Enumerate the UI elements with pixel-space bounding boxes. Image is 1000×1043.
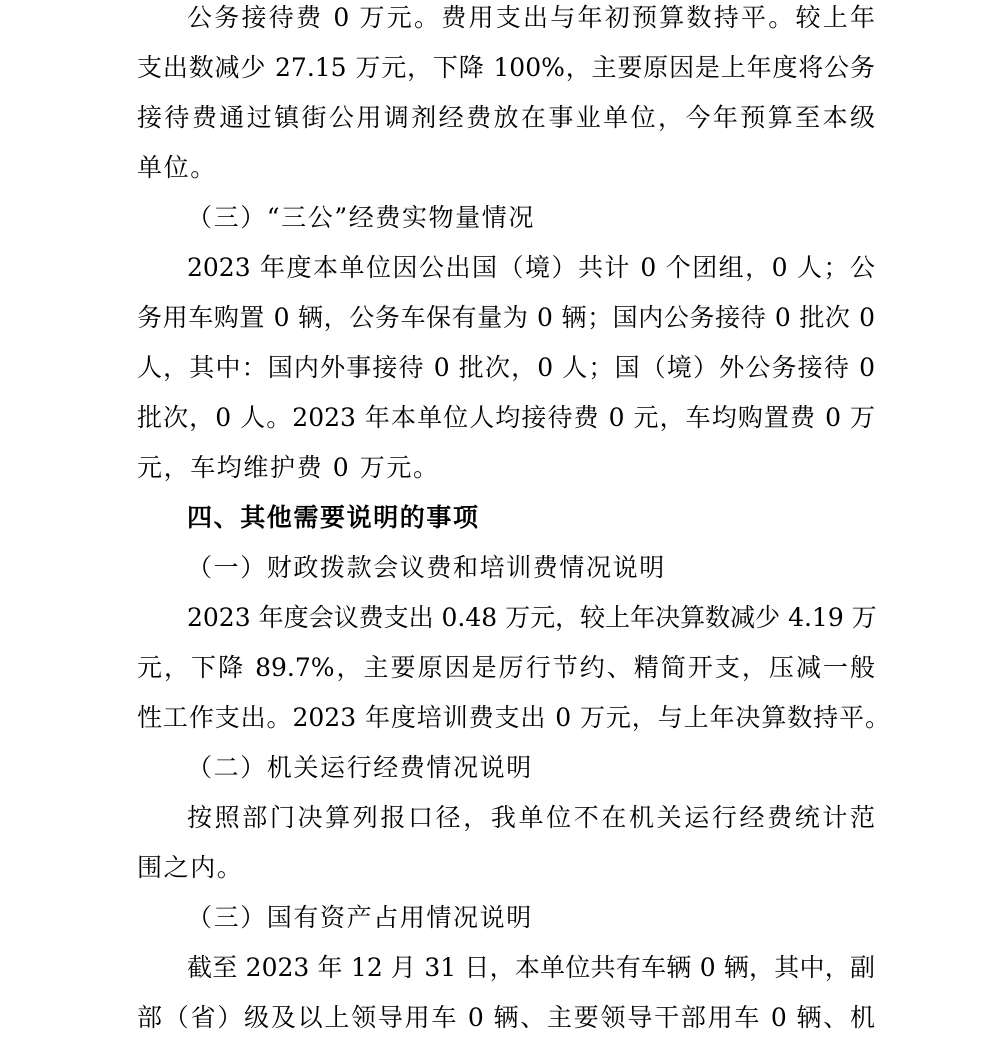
text-line: 接待费通过镇街公用调剂经费放在事业单位，今年预算至本级 bbox=[137, 103, 875, 132]
text-line: 批次，0 人。2023 年本单位人均接待费 0 元，车均购置费 0 万 bbox=[137, 403, 875, 432]
text-line: 元，车均维护费 0 万元。 bbox=[137, 453, 440, 482]
paragraph-reception-expense bbox=[137, 0, 875, 193]
paragraph-operating-expense bbox=[137, 793, 875, 893]
subheading-operating-expense: （二）机关运行经费情况说明 bbox=[187, 753, 533, 782]
subheading-meeting-training: （一）财政拨款会议费和培训费情况说明 bbox=[187, 553, 666, 582]
text-line: 部（省）级及以上领导用车 0 辆、主要领导干部用车 0 辆、机 bbox=[137, 1003, 875, 1032]
text-line: 支出数减少 27.15 万元，下降 100%，主要原因是上年度将公务 bbox=[137, 53, 875, 82]
subheading-state-assets: （三）国有资产占用情况说明 bbox=[187, 903, 533, 932]
text-line: 围之内。 bbox=[137, 853, 244, 882]
paragraph-three-public-physical bbox=[137, 243, 875, 493]
subheading-three-public-physical: （三）“三公”经费实物量情况 bbox=[187, 203, 535, 232]
text-line: 2023 年度本单位因公出国（境）共计 0 个团组，0 人；公 bbox=[187, 253, 875, 282]
section-title-other-matters: 四、其他需要说明的事项 bbox=[187, 503, 480, 532]
paragraph-meeting-training bbox=[137, 593, 890, 743]
text-line: 单位。 bbox=[137, 153, 217, 182]
text-line: 截至 2023 年 12 月 31 日，本单位共有车辆 0 辆，其中，副 bbox=[187, 953, 875, 982]
paragraph-state-assets bbox=[137, 943, 875, 1043]
text-line: 性工作支出。2023 年度培训费支出 0 万元，与上年决算数持平。 bbox=[137, 703, 890, 732]
document-body bbox=[137, 0, 890, 1043]
text-line: 元，下降 89.7%，主要原因是厉行节约、精简开支，压减一般 bbox=[137, 653, 875, 682]
text-line: 按照部门决算列报口径，我单位不在机关运行经费统计范 bbox=[187, 803, 875, 832]
text-line: 2023 年度会议费支出 0.48 万元，较上年决算数减少 4.19 万 bbox=[187, 603, 877, 632]
text-line: 人，其中：国内外事接待 0 批次，0 人；国（境）外公务接待 0 bbox=[137, 353, 875, 382]
text-line: 务用车购置 0 辆，公务车保有量为 0 辆；国内公务接待 0 批次 0 bbox=[137, 303, 875, 332]
text-line: 公务接待费 0 万元。费用支出与年初预算数持平。较上年 bbox=[187, 3, 875, 32]
